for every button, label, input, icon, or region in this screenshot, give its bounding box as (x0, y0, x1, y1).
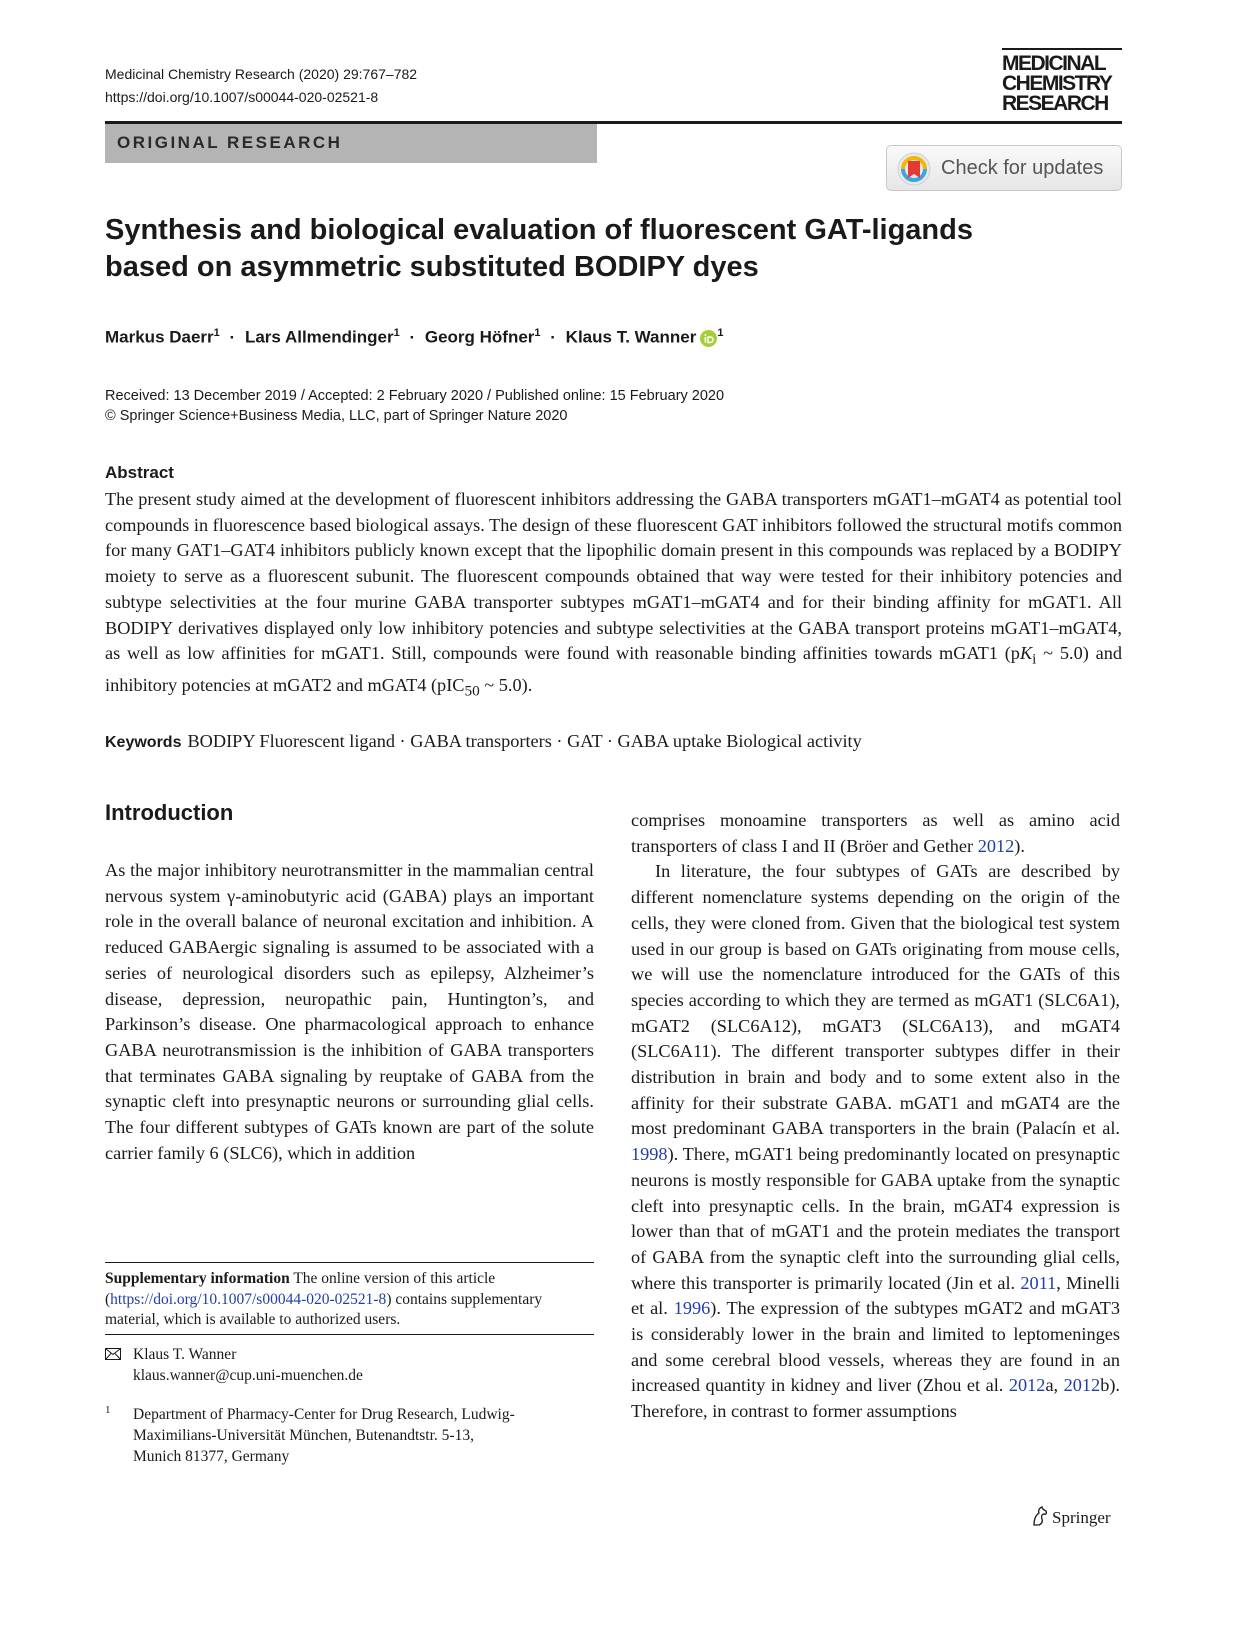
journal-brand-logo (1002, 48, 1122, 114)
pk-symbol: K (1019, 643, 1033, 664)
article-doi[interactable]: https://doi.org/10.1007/s00044-020-02521-8 (105, 89, 379, 105)
publisher-name: Springer (1052, 1508, 1111, 1527)
citation-link[interactable]: 1996 (673, 1298, 711, 1319)
supplementary-heading: Supplementary information (105, 1270, 290, 1287)
paragraph-text: In literature, the four subtypes of GATs are described by different nomenclature systems depending on the origin of the cells, they were cloned from. Given that the biological test system used in our group is based on GATs originating from mouse cells, we will use the nomenclature introduced for the GATs of this species according to which they are termed as mGAT1 (SLC6A1), mGAT2 (SLC6A12), mGAT3 (SLC6A13), and mGAT4 (SLC6A11). The different transporter subtypes differ in their distribution in brain and body and to some extent also in the affinity for their substrate GABA. mGAT1 and mGAT4 are the most predominant GABA transporters in the brain (Palacín et al. (631, 861, 1120, 1139)
author-name[interactable]: Lars Allmendinger (244, 327, 394, 347)
author-name[interactable]: Klaus T. Wanner (565, 327, 697, 347)
brand-line-3: RESEARCH (1002, 92, 1108, 115)
abstract-body-mid: ~ 5.0) and inhibitory potencies at mGAT2 and mGAT4 (pIC (105, 643, 1122, 695)
title-line-2: based on asymmetric substituted BODIPY dyes (105, 251, 759, 283)
brand-line-1: MEDICINAL (1002, 52, 1106, 75)
abstract-body: The present study aimed at the development of fluorescent inhibitors addressing the GABA transporters mGAT1–mGAT4 as potential tool compounds in fluorescence based biological assays. The design of these fluorescent GAT inhibitors followed the structural motifs common for many GAT1–GAT4 inhibitors publicly known except that the lipophilic domain present in this compounds was replaced by a BODIPY moiety to serve as a fluorescent subunit. The fluorescent compounds obtained that way were tested for their inhibitory potencies and subtype selectivities at the four murine GABA transporter subtypes mGAT1–mGAT4 and for their binding affinity for mGAT1. All BODIPY derivatives displayed only low inhibitory potencies and subtype selectivities at the GABA transport proteins mGAT1–mGAT4, as well as low affinities for mGAT1. Still, compounds were found with reasonable binding affinities towards mGAT1 (p (105, 489, 1122, 664)
supplementary-text: ) contains supplementary material, which is available to authorized users. (105, 1290, 543, 1328)
springer-horse-icon (1031, 1506, 1049, 1526)
publication-dates: Received: 13 December 2019 / Accepted: 2 February 2020 / Published online: 15 February 2020 (105, 388, 725, 404)
pk-subscript: i (1032, 650, 1037, 668)
check-for-updates-icon (897, 152, 931, 186)
author-affiliation: 1 (717, 327, 724, 339)
abstract-body-end: ~ 5.0). (479, 674, 533, 695)
copyright-line: © Springer Science+Business Media, LLC, part of Springer Nature 2020 (105, 408, 568, 424)
title-line-1: Synthesis and biological evaluation of fluorescent GAT-ligands (105, 214, 973, 246)
brand-line-2: CHEMISTRY (1002, 72, 1112, 95)
author-separator: · (550, 327, 556, 347)
keywords-heading: Keywords (105, 734, 182, 751)
footnote-rule-2 (105, 1334, 594, 1335)
affiliation-line: Maximilians-Universität München, Butenandtstr. 5-13, (133, 1427, 474, 1444)
corresponding-name: Klaus T. Wanner (133, 1346, 237, 1363)
citation-link[interactable]: 2011 (1020, 1272, 1057, 1293)
author-name[interactable]: Georg Höfner (424, 327, 535, 347)
paragraph-text: , Minelli et al. (631, 1272, 1120, 1319)
check-for-updates-label: Check for updates (941, 157, 1104, 179)
ic50-subscript: 50 (464, 682, 480, 700)
mail-icon (105, 1348, 121, 1360)
supplementary-link[interactable]: https://doi.org/10.1007/s00044-020-02521-8 (110, 1290, 387, 1308)
author-affiliation: 1 (213, 327, 220, 339)
section-band (105, 124, 597, 163)
supplementary-info (105, 1269, 594, 1331)
affiliation-line: Munich 81377, Germany (133, 1448, 290, 1465)
affiliation-number: 1 (105, 1404, 111, 1416)
author-separator: · (409, 327, 416, 347)
author-list (105, 322, 723, 349)
right-paragraph-2 (631, 859, 1120, 1424)
paragraph-text: ). There, mGAT1 being predominantly located on presynaptic neurons is mostly responsible for GABA uptake from the synaptic cleft into presynaptic cells. In the brain, mGAT4 expression is lower than that of mGAT1 and the protein mediates the transport of GABA from the synaptic cleft into the surrounding glial cells, where this transporter is primarily located (Jin et al. (631, 1144, 1120, 1293)
paragraph-text: comprises monoamine transporters as well as amino acid transporters of class I and II (Bröer and Gether (631, 810, 1120, 856)
paragraph-text: a, (1045, 1375, 1064, 1396)
footnote-rule (105, 1262, 594, 1263)
corresponding-email[interactable]: klaus.wanner@cup.uni-muenchen.de (133, 1367, 363, 1384)
section-label: ORIGINAL RESEARCH (117, 133, 343, 152)
article-title (105, 212, 1005, 286)
introduction-left-column: As the major inhibitory neurotransmitter in the mammalian central nervous system γ-aminobutyric acid (GABA) plays an important role in the overall balance of neuronal excitation and inhibition. A reduced GABAergic signaling is assumed to be associated with a series of neurological disorders such as epilepsy, Alzheimer’s disease, depression, neuropathic pain, Huntington’s, and Parkinson’s disease. One pharmacological approach to enhance GABA neurotransmission is the inhibition of GABA transporters that terminates GABA signaling by reuptake of GABA from the synaptic cleft into presynaptic neurons or surrounding glial cells. The four different subtypes of GATs known are part of the solute carrier family 6 (SLC6), which in addition (105, 860, 594, 1163)
author-affiliation: 1 (534, 327, 541, 339)
right-paragraph-1 (631, 808, 1120, 859)
supplementary-text: The online version of this article ( (105, 1270, 496, 1308)
paragraph-text: ). (1014, 835, 1025, 856)
orcid-icon[interactable] (700, 330, 717, 347)
citation-link[interactable]: 2012 (1063, 1375, 1101, 1396)
paragraph-text: ). The expression of the subtypes mGAT2 and mGAT3 is considerably lower in the brain and limited to leptomeninges and some cerebral blood vessels, whereas they are found in an increased quantity in kidney and liver (Zhou et al. (631, 1298, 1120, 1396)
author-affiliation: 1 (393, 327, 400, 339)
citation-link[interactable]: 2012 (977, 835, 1015, 856)
author-separator: · (229, 327, 236, 347)
citation-link[interactable]: 1998 (631, 1144, 668, 1165)
keywords-text: BODIPY Fluorescent ligand · GABA transporters · GAT · GABA uptake Biological activity (187, 731, 862, 751)
affiliation-text (133, 1404, 603, 1467)
author-name[interactable]: Markus Daerr (105, 327, 214, 347)
abstract-heading: Abstract (105, 463, 174, 482)
citation-link[interactable]: 2012 (1008, 1375, 1046, 1396)
introduction-right-column (631, 808, 1120, 1425)
keywords-line (105, 731, 862, 752)
paragraph-text: b). Therefore, in contrast to former assumptions (631, 1375, 1120, 1422)
journal-citation: Medicinal Chemistry Research (2020) 29:767–782 (105, 66, 418, 82)
abstract-text (105, 487, 1122, 704)
springer-logo (1031, 1506, 1111, 1528)
check-for-updates-button[interactable] (886, 145, 1122, 191)
affiliation-line: Department of Pharmacy-Center for Drug Research, Ludwig- (133, 1406, 515, 1423)
introduction-heading: Introduction (105, 800, 234, 825)
